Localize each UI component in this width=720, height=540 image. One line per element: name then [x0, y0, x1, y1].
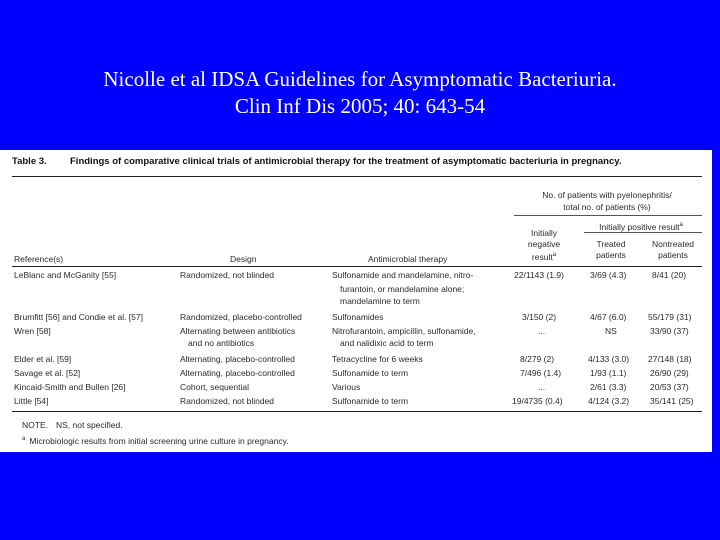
row-7-design: Randomized, not blinded	[180, 396, 275, 406]
row-6-nontreated: 20/53 (37)	[650, 382, 689, 392]
row-7-treated: 4/124 (3.2)	[588, 396, 630, 406]
row-4-reference: Elder et al. [59]	[14, 354, 72, 364]
row-6-design: Cohort, sequential	[180, 382, 249, 392]
row-4-nontreated: 27/148 (18)	[648, 354, 692, 364]
group-header-rule	[514, 215, 702, 216]
row-1-design: Randomized, not blinded	[180, 270, 275, 280]
header-reference: Reference(s)	[14, 254, 64, 264]
row-1-negative: 22/1143 (1.9)	[514, 270, 564, 280]
row-7-therapy: Sulfonamide to term	[332, 396, 409, 406]
row-3-design-cont: and no antibiotics	[188, 338, 255, 348]
row-3-design: Alternating between antibiotics	[180, 326, 296, 336]
table-note-label: NOTE.	[22, 420, 48, 430]
row-6-treated: 2/61 (3.3)	[590, 382, 627, 392]
header-negative-line-3	[514, 250, 574, 262]
row-1-therapy: Sulfonamide and mandelamine, nitro-	[332, 270, 474, 280]
row-1-therapy-cont-1: furantoin, or mandelamine alone;	[340, 284, 465, 294]
slide-title	[0, 66, 720, 120]
header-treated-line-1: Treated	[596, 239, 626, 249]
row-2-reference: Brumfitt [56] and Condie et al. [57]	[14, 312, 143, 322]
table-footnote-marker: a	[22, 436, 26, 442]
table-footnote	[22, 434, 289, 446]
row-1-therapy-cont-2: mandelamine to term	[340, 296, 420, 306]
header-negative-line-1: Initially	[531, 228, 557, 238]
table-note-text: NS, not specified.	[55, 420, 123, 430]
row-1-nontreated: 8/41 (20)	[652, 270, 687, 280]
table-note	[22, 420, 123, 430]
row-7-nontreated: 35/141 (25)	[650, 396, 694, 406]
row-5-therapy: Sulfonamide to term	[332, 368, 409, 378]
table-caption	[12, 156, 621, 167]
header-therapy: Antimicrobial therapy	[368, 254, 448, 264]
row-2-design: Randomized, placebo-controlled	[180, 312, 302, 322]
row-1-treated: 3/69 (4.3)	[590, 270, 627, 280]
row-5-nontreated: 26/90 (29)	[650, 368, 689, 378]
subgroup-header-text: Initially positive result	[599, 221, 680, 232]
group-header-line-1: No. of patients with pyelonephritis/	[542, 190, 672, 200]
slide-title-line-1: Nicolle et al IDSA Guidelines for Asymptomatic Bacteriuria.	[103, 67, 617, 91]
row-7-reference: Little [54]	[14, 396, 49, 406]
header-design: Design	[230, 254, 257, 264]
row-5-treated: 1/93 (1.1)	[590, 368, 627, 378]
row-7-negative: 19/4735 (0.4)	[512, 396, 563, 406]
subgroup-header	[580, 220, 702, 232]
row-5-reference: Savage et al. [52]	[14, 368, 81, 378]
row-3-nontreated: 33/90 (37)	[650, 326, 689, 336]
row-4-therapy: Tetracycline for 6 weeks	[332, 354, 423, 364]
row-3-reference: Wren [58]	[14, 326, 51, 336]
subgroup-footnote-marker: a	[679, 222, 683, 228]
row-3-negative: ...	[538, 326, 546, 336]
row-5-negative: 7/496 (1.4)	[520, 368, 562, 378]
header-nontreated-line-2: patients	[658, 250, 688, 260]
row-2-treated: 4/67 (6.0)	[590, 312, 627, 322]
header-negative-footnote-marker: a	[552, 252, 557, 258]
header-negative-line-2: negative	[527, 239, 561, 249]
subgroup-header-rule	[584, 232, 702, 233]
header-treated-line-2: patients	[596, 250, 626, 260]
row-4-negative: 8/279 (2)	[520, 354, 555, 364]
row-3-treated: NS	[605, 326, 617, 336]
row-4-treated: 4/133 (3.0)	[588, 354, 630, 364]
header-negative-line-3-text: result	[531, 251, 553, 262]
row-3-therapy-cont: and nalidixic acid to term	[340, 338, 434, 348]
row-6-therapy: Various	[332, 382, 361, 392]
slide-title-line-2: Clin Inf Dis 2005; 40: 643-54	[234, 94, 486, 118]
row-3-therapy: Nitrofurantoin, ampicillin, sulfonamide,	[332, 326, 476, 336]
table-number: Table 3.	[12, 156, 47, 167]
bottom-rule	[12, 411, 702, 412]
top-rule	[12, 176, 702, 177]
table-caption-text: Findings of comparative clinical trials of antimicrobial therapy for the treatment of asymptomatic bacteriuria in pregnancy.	[70, 156, 622, 167]
row-2-negative: 3/150 (2)	[522, 312, 557, 322]
header-nontreated-line-1: Nontreated	[651, 239, 695, 249]
row-4-design: Alternating, placebo-controlled	[180, 354, 295, 364]
header-rule	[12, 266, 702, 267]
row-2-nontreated: 55/179 (31)	[648, 312, 692, 322]
row-6-negative: ...	[538, 382, 546, 392]
table-footnote-text: Microbiologic results from initial screening urine culture in pregnancy.	[29, 435, 289, 446]
row-6-reference: Kincaid-Smith and Bullen [26]	[14, 382, 126, 392]
group-header-line-2: total no. of patients (%)	[563, 202, 651, 212]
table-image-panel	[0, 150, 712, 452]
row-1-reference: LeBlanc and McGanity [55]	[14, 270, 117, 280]
row-2-therapy: Sulfonamides	[332, 312, 384, 322]
row-5-design: Alternating, placebo-controlled	[180, 368, 295, 378]
